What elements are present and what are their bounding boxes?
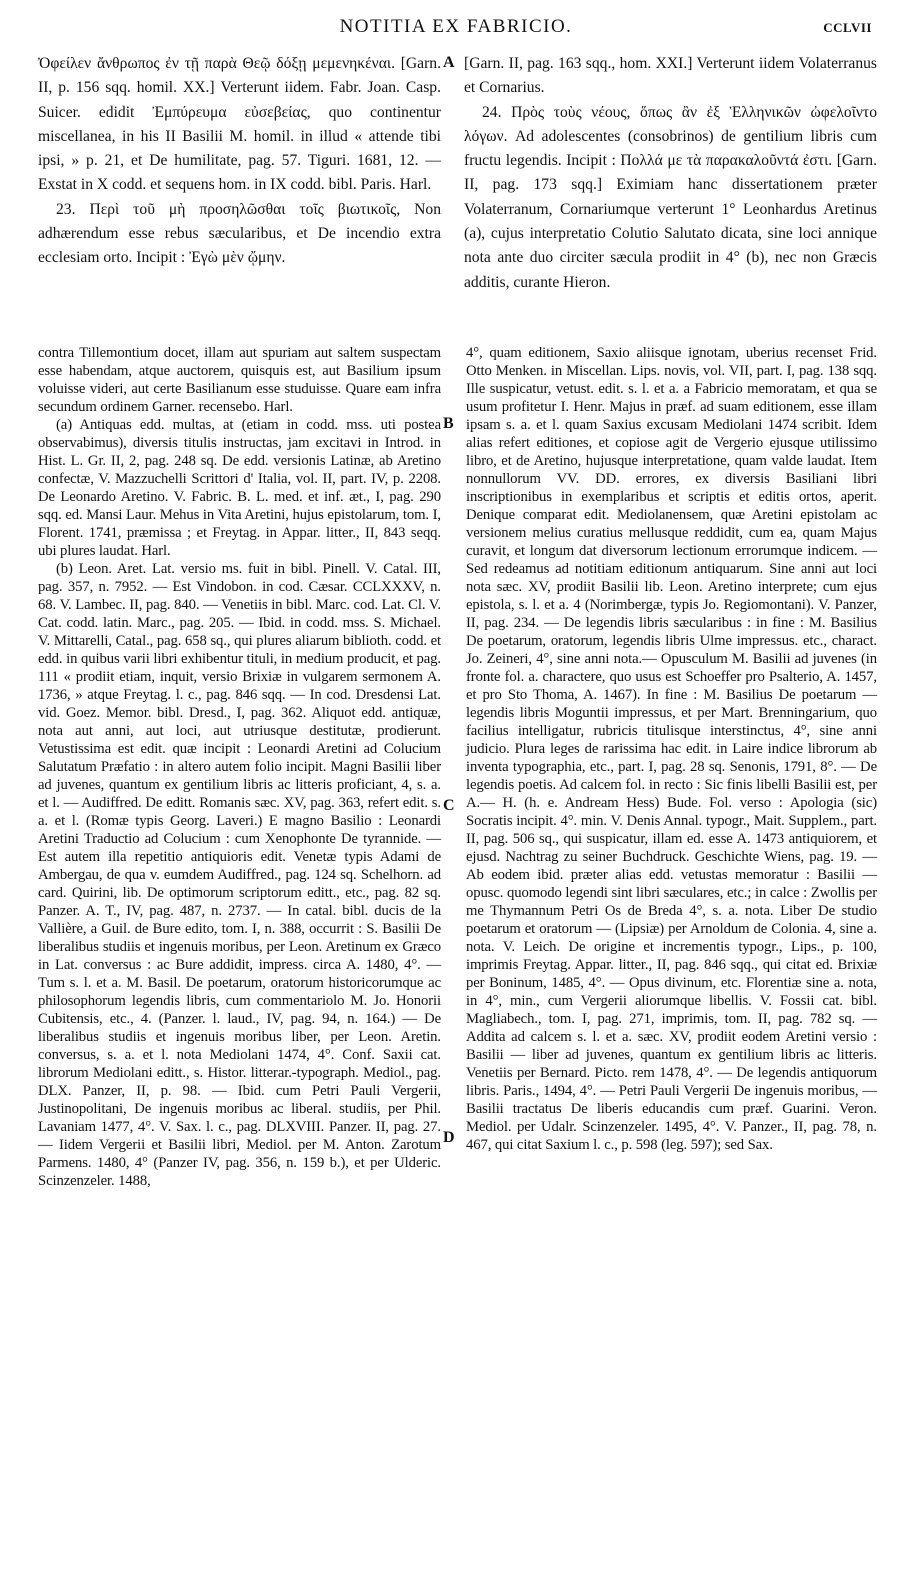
paragraph: 23. Περὶ τοῦ μὴ προσηλῶσθαι τοῖς βιωτικοῖς, Non adhærendum esse rebus sæcularibus, et De incendio extra ecclesiam orto. Incipit : Ἐγὼ μὲν ᾤμην. <box>38 200 441 267</box>
running-header <box>40 14 872 40</box>
top-left-column <box>38 52 441 271</box>
top-right-column <box>464 52 877 295</box>
bottom-right-column <box>466 344 877 1154</box>
margin-marker-c: C <box>443 797 455 814</box>
paragraph: Ὀφείλεν ἄνθρωπος ἐν τῇ παρὰ Θεῷ δόξῃ μεμενηκέναι. [Garn. II, p. 156 sqq. homil. XX.] Verterunt iidem. Fabr. Joan. Casp. Suicer. edidit Ἐμπύρευμα εὐσεβείας, quo continentur miscellanea, in his II Basilii M. homil. in illud « attende tibi ipsi, » p. 21, et De humilitate, pag. 57. Tiguri. 1681, 12. — Exstat in X codd. et sequens hom. in IX codd. bibl. Paris. Harl. <box>38 55 441 194</box>
footnote: (b) Leon. Aret. Lat. versio ms. fuit in bibl. Pinell. V. Catal. III, pag. 357, n. 7952. — Est Vindobon. in cod. Cæsar. CCLXXXV, n. 68. V. Lambec. II, pag. 840. — Venetiis in bibl. Marc. cod. Lat. Cl. V. Cat. codd. latin. Marc., pag. 205. — Ibid. in codd. mss. S. Michael. V. Mittarelli, Catal., pag. 658 sq., qui plures aliarum biblioth. codd. et edd. in quibus varii libri exhibentur tituli, in medium producit, et pag. 111 « prodiit etiam, inquit, versio Brixiæ in vulgarem sermonem A. 1736, » atque Freytag. l. c., pag. 846 sqq. — In cod. Dresdensi Lat. vid. Goez. Memor. bibl. Dresd., I, pag. 362. Aliquot edd. antiquæ, nota aut anni, aut loci, aut utriusque destitutæ, prodierunt. Vetustissima est edit. quæ incipit : Leonardi Aretini ad Colucium Salutatum Præfatio : in altero autem folio incipit. Magni Basilii liber ad juvenes, quantum ex gentilium libris ac litteris proficiant, 4, s. a. et l. — Audiffred. De editt. Romanis sæc. XV, pag. 363, refert edit. s. a. et l. (Romæ typis Georg. Laveri.) E magno Basilio : Leonardi Aretini Traductio ad Colucium : cum Xenophonte De tyrannide. — Est autem illa repetitio antiquioris edit. Venetæ typis Adami de Ambergau, de qua v. eumdem Audiffred., pag. 124 sq. Schelhorn. ad card. Quirini, lib. De optimorum scriptorum editt., etc., pag. 82 sq. Panzer. A. T., IV, pag. 487, n. 2737. — In catal. bibl. ducis de la Vallière, a Guil. de Bure edito, tom. I, n. 388, occurrit : S. Basilii De liberalibus studiis et ingenuis moribus, per Leon. Aretinum ex Græco in Lat. conversus : ac Bure addidit, impress. circa A. 1480, 4°. — Tum s. l. et a. M. Basil. De poetarum, oratorum historicorumque ac philosophorum legendis libris, cum commentariolo M. Jo. Honorii Cubitensis, etc., 4. (Panzer. l. laud., IV, pag. 94, n. 164.) — De liberalibus studiis et ingenuis moribus liber, per Leon. Aretin. conversus, s. a. et l. nota Mediolani 1474, 4°. Conf. Saxii cat. librorum Mediolani editt., s. Histor. litterar.-typograph. Mediol., pag. DLX. Panzer, II, p. 98. — Ibid. cum Petri Pauli Vergerii, Justinopolitani, De ingenuis moribus ac liberal. studiis, per Phil. Lavaniam 1477, 4°. V. Sax. l. c., pag. DLXVIII. Panzer. II, pag. 27. — Iidem Vergerii et Basilii libri, Mediol. per M. Anton. Zarotum Parmens. 1480, 4° (Panzer IV, pag. 356, n. 159 b.), et per Ulderic. Scinzenzeler. 1488, <box>38 561 441 1189</box>
margin-marker-b: B <box>443 415 454 432</box>
margin-marker-a: A <box>443 54 455 71</box>
paragraph: [Garn. II, pag. 163 sqq., hom. XXI.] Verterunt iidem Volaterranus et Cornarius. <box>464 55 877 97</box>
bottom-left-column <box>38 344 441 1190</box>
folio-number: CCLVII <box>823 20 872 35</box>
margin-marker-d: D <box>443 1129 455 1146</box>
page-title: NOTITIA EX FABRICIO. <box>339 16 573 37</box>
paragraph: 4°, quam editionem, Saxio aliisque ignotam, uberius recenset Frid. Otto Menken. in Miscellan. Lips. novis, vol. VII, part. I, pag. 138 sqq. Ille suspicatur, vetust. edit. s. l. et a. a Fabricio memoratam, et qua se usum profitetur I. Henr. Majus in præf. ad suam editionem, esse illam ipsam s. a. et l. quam Saxius excusam Mediolani 1474 scribit. Idem alias refert editiones, et copiose agit de Vergerio ejusque utilissimo libro, et de Aretino, hujusque interpretatione, quam valde laudat. Item nonnullorum VV. DD. errores, ex diversis Basiliani libri inscriptionibus in exemplaribus et scriptis et editis ortos, aperit. Denique comparat edit. Mediolanensem, quæ Aretini epistolam ac versionem melius curatius mellusque reddidit, cum ea, quam Majus curavit, et longum dat diversorum lectionum errorumque indicem. — Sed redeamus ad notitiam editionum antiquarum. Sine anni aut loci nota sæc. XV, prodiit Basilii lib. Leon. Aretino interprete; cum ejus epistola, s. l. et a. 4 (Norimbergæ, typis Jo. Regiomontani). V. Panzer, II, pag. 234. — De legendis libris sæcularibus : in fine : M. Basilius De poetarum, oratorum, legendis libris Ulme impressus. etc., charact. Jo. Zeineri, 4°, sine anni nota.— Opusculum M. Basilii ad juvenes (in fronte fol. a. charactere, quo usus est Schoeffer pro Psalterio, A. 1457, et pro Sto Thoma, A. 1467). In fine : M. Basilius De poetarum — legendis libris Moguntii impressus, et per Mart. Brenningarium, quo facilius intelligatur, rubricis titulisque interstinctus, 4°, sine anni judicio. Plura leges de rarissima hac edit. in Laire indice librorum ab inventa typographia, etc., part. I, pag. 28 sq. Senonis, 1791, 8°. — De legendis poetis. Ad calcem fol. in recto : Sic finis libelli Basilii est, per A.— H. (h. e. Andream Hess) Bude. Fol. verso : Apologia (sic) Socratis incipit. 4°. min. V. Denis Annal. typogr., Mait. Supplem., part. II, pag. 506 sq., qui suspicatur, illam ed. esse A. 1473 antiquiorem, et ejusd. Nachtrag zu seiner Buchdruck. Geschichte Wiens, pag. 19. — Ab eodem ibid. præter alias edd. vetustas memoratur : Basilii — opusc. quomodo legendi sint libri sæculares, etc.; in calce : Zwollis per me Thymannum Petri Os de Breda 4°, s. a. nota. Liber De studio poetarum et oratorum — (Lipsiæ) per Arnoldum de Colonia. 4, sine a. nota. V. Leich. De origine et incrementis typogr., Lips., p. 100, imprimis Freytag. Appar. litter., II, pag. 846 sqq., qui citat ed. Brixiæ per Boninum, 1485, 4°. — Opus divinum, etc. Florentiæ sine a. nota, in 4°, min., cum Vergerii aliorumque libellis. V. Fossii cat. bibl. Magliabech., tom. I, pag. 271, imprimis, tom. II, pag. 782 sq. — Addita ad calcem s. l. et a. sæc. XV, prodiit eodem Aretini versio : Basilii — liber ad juvenes, quantum ex gentilium libris ac litteris. Venetiis per Bernard. Picto. rem 1478, 4°. — De legendis antiquorum libris. Paris., 1494, 4°. — Petri Pauli Vergerii De ingenuis moribus, — Basilii tractatus De liberis educandis cum præf. Guarini. Veron. Mediol. per Udalr. Scinzenzeler. 1495, 4°. V. Panzer., II, pag. 78, n. 467, qui citat Saxium l. c., p. 598 (leg. 597); sed Sax. <box>466 345 877 1153</box>
paragraph: contra Tillemontium docet, illam aut spuriam aut saltem suspectam esse habendam, atque auctorem, quisquis est, aut Basilium ipsum voluisse videri, aut certe Basilianum esse studuisse. Quare eam infra secundum ordinem Garner. recensebo. Harl. <box>38 345 441 415</box>
footnote: (a) Antiquas edd. multas, at (etiam in codd. mss. uti postea observabimus), diversis titulis instructas, jam excitavi in Introd. in Hist. L. Gr. II, 2, pag. 248 sq. De edd. versionis Latinæ, ab Aretino confectæ, V. Mazzuchelli Scrittori d' Italia, vol. II, part. IV, p. 2208. De Leonardo Aretino. V. Fabric. B. L. med. et inf. æt., I, pag. 290 sqq. ed. Mansi Laur. Mehus in Vita Aretini, hujus epistolarum, tom. I, Florent. 1741, præmissa ; et Freytag. in Appar. litter., II, 843 seqq. ubi plures laudat. Harl. <box>38 417 441 559</box>
paragraph: 24. Πρὸς τοὺς νέους, ὅπως ἂν ἐξ Ἑλληνικῶν ὠφελοῖντο λόγων. Ad adolescentes (consobrinos) de gentilium libris cum fructu legendis. Incipit : Πολλά με τὰ παρακαλοῦντά ἐστι. [Garn. II, pag. 173 sqq.] Eximiam hanc dissertationem præter Volaterranum, Cornariumque verterunt 1° Leonhardus Aretinus (a), cujus interpretatio Colutio Salutato dicata, sine loci annique nota ante duo circiter sæcula prodiit in 4° (b), nec non Græcis additis, curante Hieron. <box>464 103 877 291</box>
